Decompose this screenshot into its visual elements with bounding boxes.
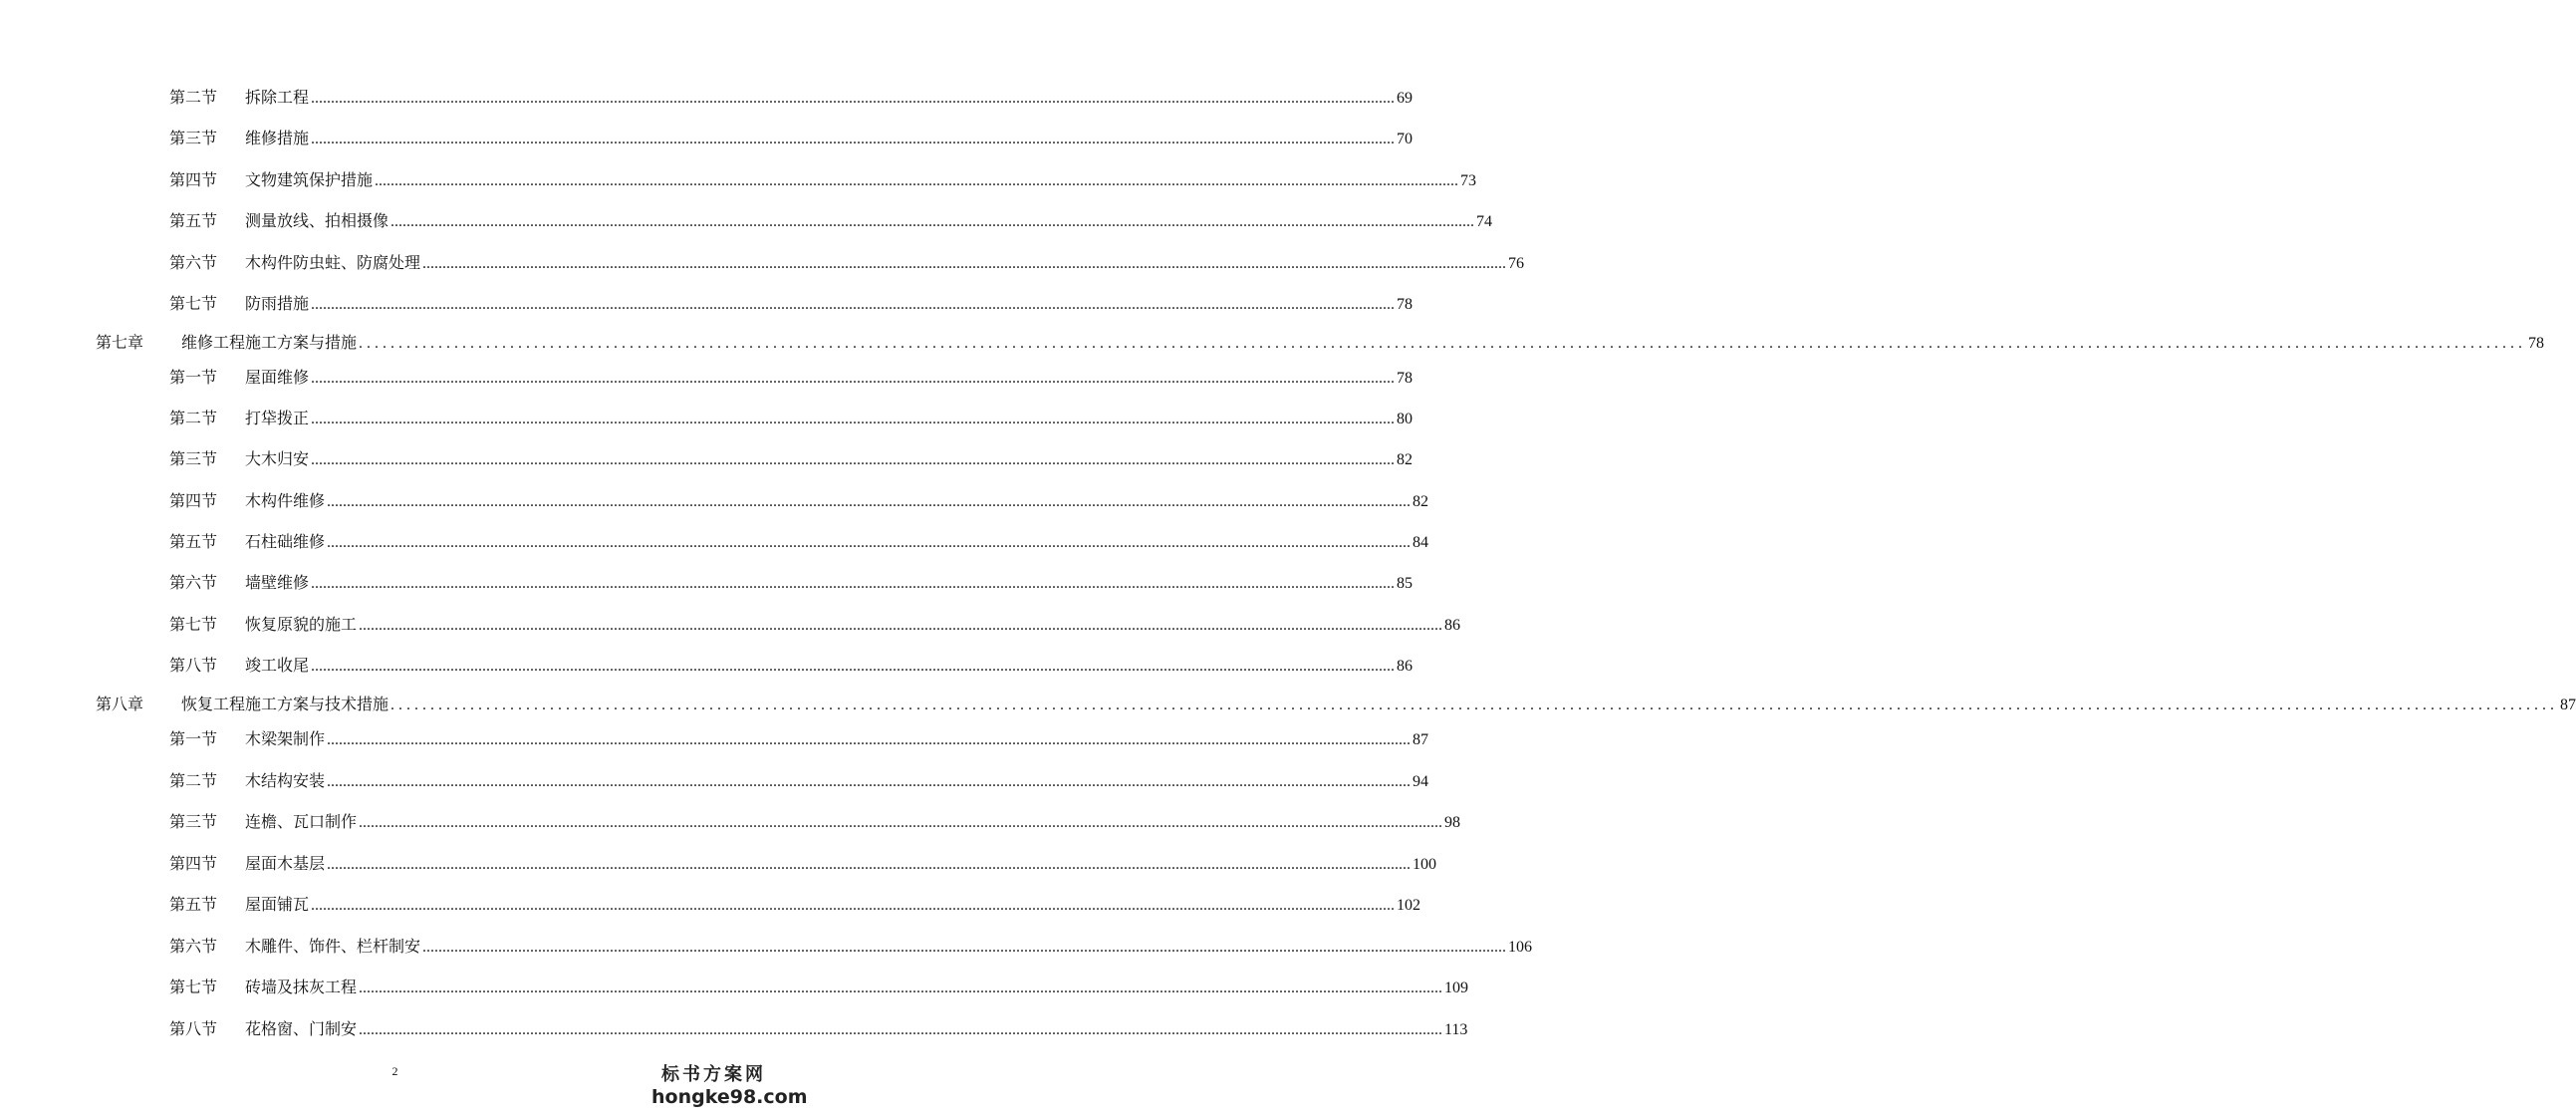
toc-entry-title: 打牮拨正 [245,409,310,427]
toc-entry-title: 大木归安 [245,449,310,468]
toc-entry-title: 木结构安装 [245,771,326,790]
toc-entry-page: 109 [1444,979,1469,996]
toc-section-row [169,615,1461,636]
toc-entry-title: 恢复原貌的施工 [245,615,358,634]
toc-chapter-row [96,333,2545,354]
toc-entry-label: 第三节 [169,812,218,831]
dot-leader [359,334,2526,354]
toc-entry-page: 87 [2560,697,2576,713]
toc-section-row [169,895,1421,916]
toc-entry-page: 74 [1476,213,1493,230]
toc-section-row [169,129,1414,149]
toc-entry-title: 花格窗、门制安 [245,1019,358,1038]
toc-entry-page: 78 [1397,296,1414,313]
toc-entry-title: 屋面铺瓦 [245,895,310,914]
toc-entry-title: 石柱础维修 [245,532,326,551]
toc-entry-page: 102 [1397,897,1421,914]
toc-section-row [169,211,1493,232]
toc-entry-page: 78 [2528,335,2545,352]
dot-leader [390,212,1474,232]
toc-entry-page: 106 [1508,939,1533,956]
toc-entry-page: 78 [1397,370,1414,387]
toc-section-row [169,937,1533,958]
toc-entry-page: 76 [1508,255,1525,272]
dot-leader [311,657,1395,677]
dot-leader [311,89,1395,109]
toc-entry-label: 第三节 [169,449,218,468]
dot-leader [359,813,1442,833]
toc-entry-label: 第二节 [169,409,218,427]
toc-entry-title: 连檐、瓦口制作 [245,812,358,831]
toc-section-row [169,854,1437,875]
toc-entry-title: 木雕件、饰件、栏杆制安 [245,937,421,956]
toc-entry-page: 100 [1413,856,1437,873]
toc-section-row [169,573,1414,594]
toc-entry-label: 第四节 [169,854,218,873]
dot-leader [359,978,1442,998]
toc-section-row [169,294,1414,315]
toc-entry-label: 第七节 [169,294,218,313]
dot-leader [311,574,1395,594]
dot-leader [311,130,1395,149]
toc-entry-title: 维修措施 [245,129,310,147]
toc-entry-label: 第五节 [169,895,218,914]
toc-entry-page: 80 [1397,411,1414,427]
toc-section-row [169,771,1429,792]
toc-entry-page: 86 [1444,617,1461,634]
toc-entry-page: 84 [1413,534,1429,551]
toc-section-row [169,368,1414,389]
dot-leader [359,1020,1442,1040]
toc-entry-page: 86 [1397,658,1414,675]
toc-section-row [169,449,1414,470]
dot-leader [327,730,1411,750]
toc-entry-page: 94 [1413,773,1429,790]
toc-entry-title: 竣工收尾 [245,656,310,675]
toc-section-row [169,812,1461,833]
toc-entry-title: 木梁架制作 [245,729,326,748]
toc-entry-page: 113 [1444,1021,1468,1038]
dot-leader [359,616,1442,636]
watermark-chinese: 标书方案网 [661,1064,766,1085]
toc-entry-title: 墙壁维修 [245,573,310,592]
toc-entry-label: 第一节 [169,729,218,748]
toc-section-row [169,532,1429,553]
toc-entry-page: 85 [1397,575,1414,592]
watermark-url: hongke98.com [651,1086,808,1108]
toc-entry-label: 第四节 [169,170,218,189]
toc-entry-label: 第五节 [169,211,218,230]
dot-leader [422,254,1506,274]
toc-entry-title: 拆除工程 [245,88,310,107]
dot-leader [327,533,1411,553]
toc-entry-title: 测量放线、拍相摄像 [245,211,389,230]
toc-entry-label: 第七节 [169,978,218,996]
toc-section-row [169,253,1525,274]
dot-leader [390,696,2558,715]
toc-entry-label: 第三节 [169,129,218,147]
dot-leader [311,450,1395,470]
toc-entry-label: 第八章 [96,695,144,713]
toc-entry-label: 第二节 [169,88,218,107]
dot-leader [311,410,1395,429]
toc-entry-label: 第一节 [169,368,218,387]
toc-section-row [169,491,1429,512]
toc-entry-title: 维修工程施工方案与措施 [181,333,358,352]
toc-entry-label: 第二节 [169,771,218,790]
toc-section-row [169,88,1414,109]
toc-entry-page: 98 [1444,814,1461,831]
toc-section-row [169,978,1469,998]
toc-chapter-row [96,695,2576,715]
dot-leader [422,938,1506,958]
dot-leader [327,492,1411,512]
dot-leader [327,855,1411,875]
toc-entry-label: 第六节 [169,253,218,272]
dot-leader [311,295,1395,315]
toc-entry-label: 第六节 [169,573,218,592]
toc-entry-label: 第八节 [169,656,218,675]
toc-entry-label: 第七节 [169,615,218,634]
toc-entry-page: 87 [1413,731,1429,748]
toc-section-row [169,656,1414,677]
toc-entry-page: 82 [1397,451,1414,468]
toc-entry-title: 木构件防虫蛀、防腐处理 [245,253,421,272]
toc-entry-page: 70 [1397,131,1414,147]
toc-entry-label: 第六节 [169,937,218,956]
toc-entry-title: 文物建筑保护措施 [245,170,374,189]
dot-leader [375,171,1458,191]
toc-entry-title: 砖墙及抹灰工程 [245,978,358,996]
toc-section-row [169,409,1414,429]
toc-entry-title: 防雨措施 [245,294,310,313]
toc-entry-page: 73 [1460,172,1477,189]
site-watermark [651,1064,808,1108]
toc-entry-label: 第七章 [96,333,144,352]
toc-section-row [169,729,1429,750]
toc-entry-label: 第八节 [169,1019,218,1038]
toc-entry-title: 木构件维修 [245,491,326,510]
toc-entry-label: 第四节 [169,491,218,510]
toc-section-row [169,1019,1468,1040]
toc-entry-title: 恢复工程施工方案与技术措施 [181,695,389,713]
dot-leader [327,772,1411,792]
dot-leader [311,896,1395,916]
toc-entry-page: 69 [1397,90,1414,107]
page-number: 2 [391,1064,398,1078]
toc-section-row [169,170,1477,191]
toc-entry-label: 第五节 [169,532,218,551]
toc-entry-title: 屋面维修 [245,368,310,387]
toc-entry-page: 82 [1413,493,1429,510]
dot-leader [311,369,1395,389]
toc-entry-title: 屋面木基层 [245,854,326,873]
